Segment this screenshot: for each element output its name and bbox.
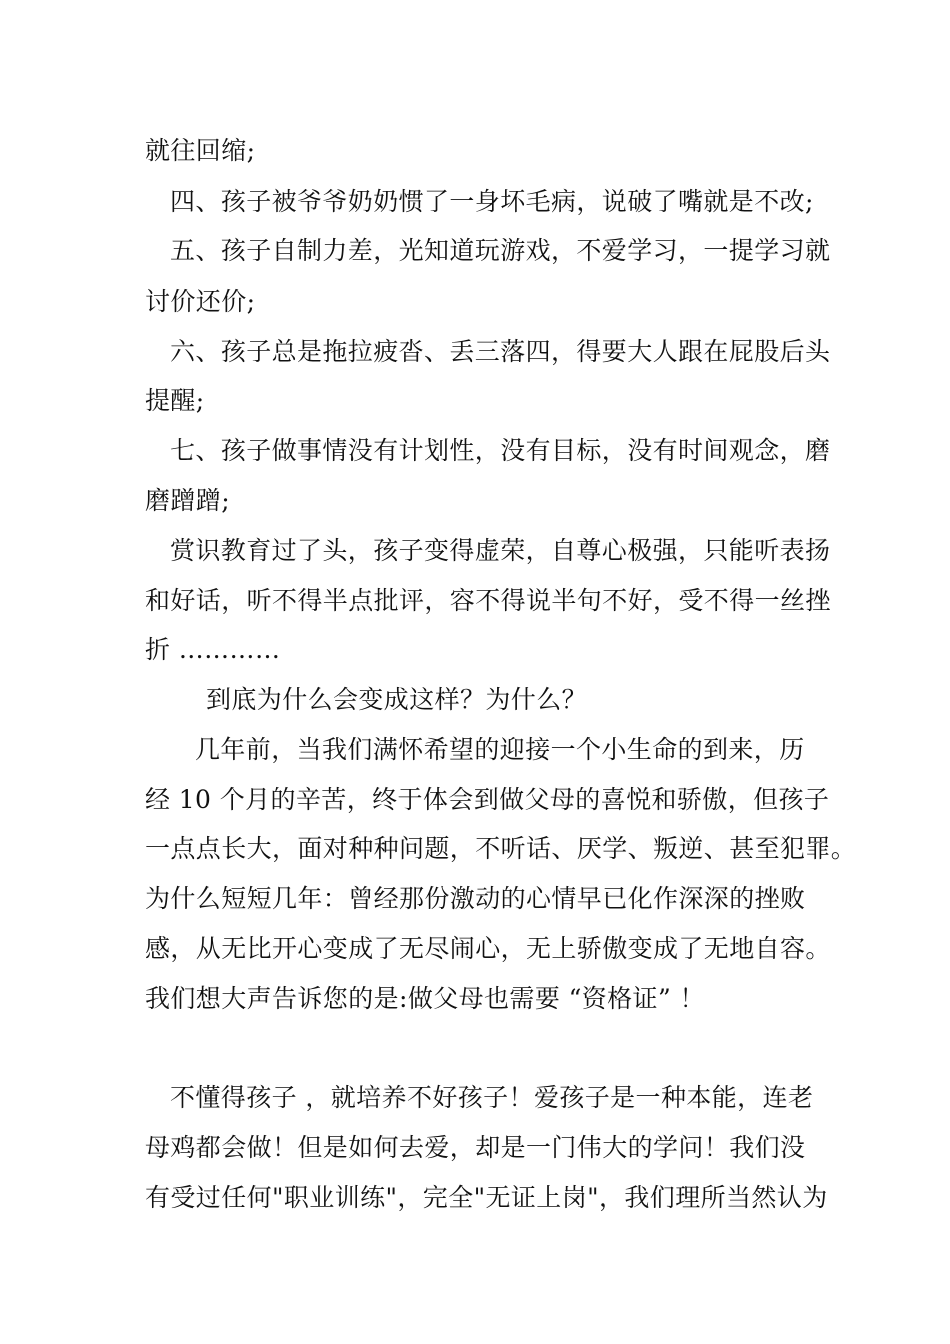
text-line: 和好话，听不得半点批评，容不得说半句不好，受不得一丝挫 xyxy=(145,586,831,615)
text-line: 七、孩子做事情没有计划性，没有目标，没有时间观念，磨 xyxy=(170,436,831,465)
text-line: 提醒; xyxy=(145,386,205,415)
text-line: 为什么短短几年：曾经那份激动的心情早已化作深深的挫败 xyxy=(145,884,806,913)
text-line: 五、孩子自制力差，光知道玩游戏，不爱学习，一提学习就 xyxy=(170,236,831,265)
text-line: 磨蹭蹭; xyxy=(145,486,231,515)
text-line: 讨价还价; xyxy=(145,287,256,316)
text-line: 折 ………… xyxy=(145,635,281,664)
text-line: 到底为什么会变成这样？为什么？ xyxy=(206,685,588,714)
text-line: 四、孩子被爷爷奶奶惯了一身坏毛病，说破了嘴就是不改; xyxy=(170,187,814,216)
text-line: 母鸡都会做！但是如何去爱，却是一门伟大的学问！我们没 xyxy=(145,1133,806,1162)
text-line: 几年前，当我们满怀希望的迎接一个小生命的到来，历 xyxy=(195,735,805,764)
text-line: 经 10 个月的辛苦，终于体会到做父母的喜悦和骄傲，但孩子 xyxy=(145,785,830,814)
text-line: 有受过任何"职业训练"，完全"无证上岗"，我们理所当然认为 xyxy=(145,1183,828,1212)
text-line: 赏识教育过了头，孩子变得虚荣，自尊心极强，只能听表扬 xyxy=(170,536,831,565)
text-line: 一点点长大，面对种种问题，不听话、厌学、叛逆、甚至犯罪。 xyxy=(145,834,857,863)
text-line: 不懂得孩子 ，就培养不好孩子！爱孩子是一种本能，连老 xyxy=(170,1083,814,1112)
text-line: 我们想大声告诉您的是:做父母也需要 “资格证” ！ xyxy=(145,984,705,1013)
text-line: 感，从无比开心变成了无尽闹心，无上骄傲变成了无地自容。 xyxy=(145,934,831,963)
text-line: 就往回缩; xyxy=(145,136,256,165)
text-line: 六、孩子总是拖拉疲沓、丢三落四，得要大人跟在屁股后头 xyxy=(170,337,831,366)
